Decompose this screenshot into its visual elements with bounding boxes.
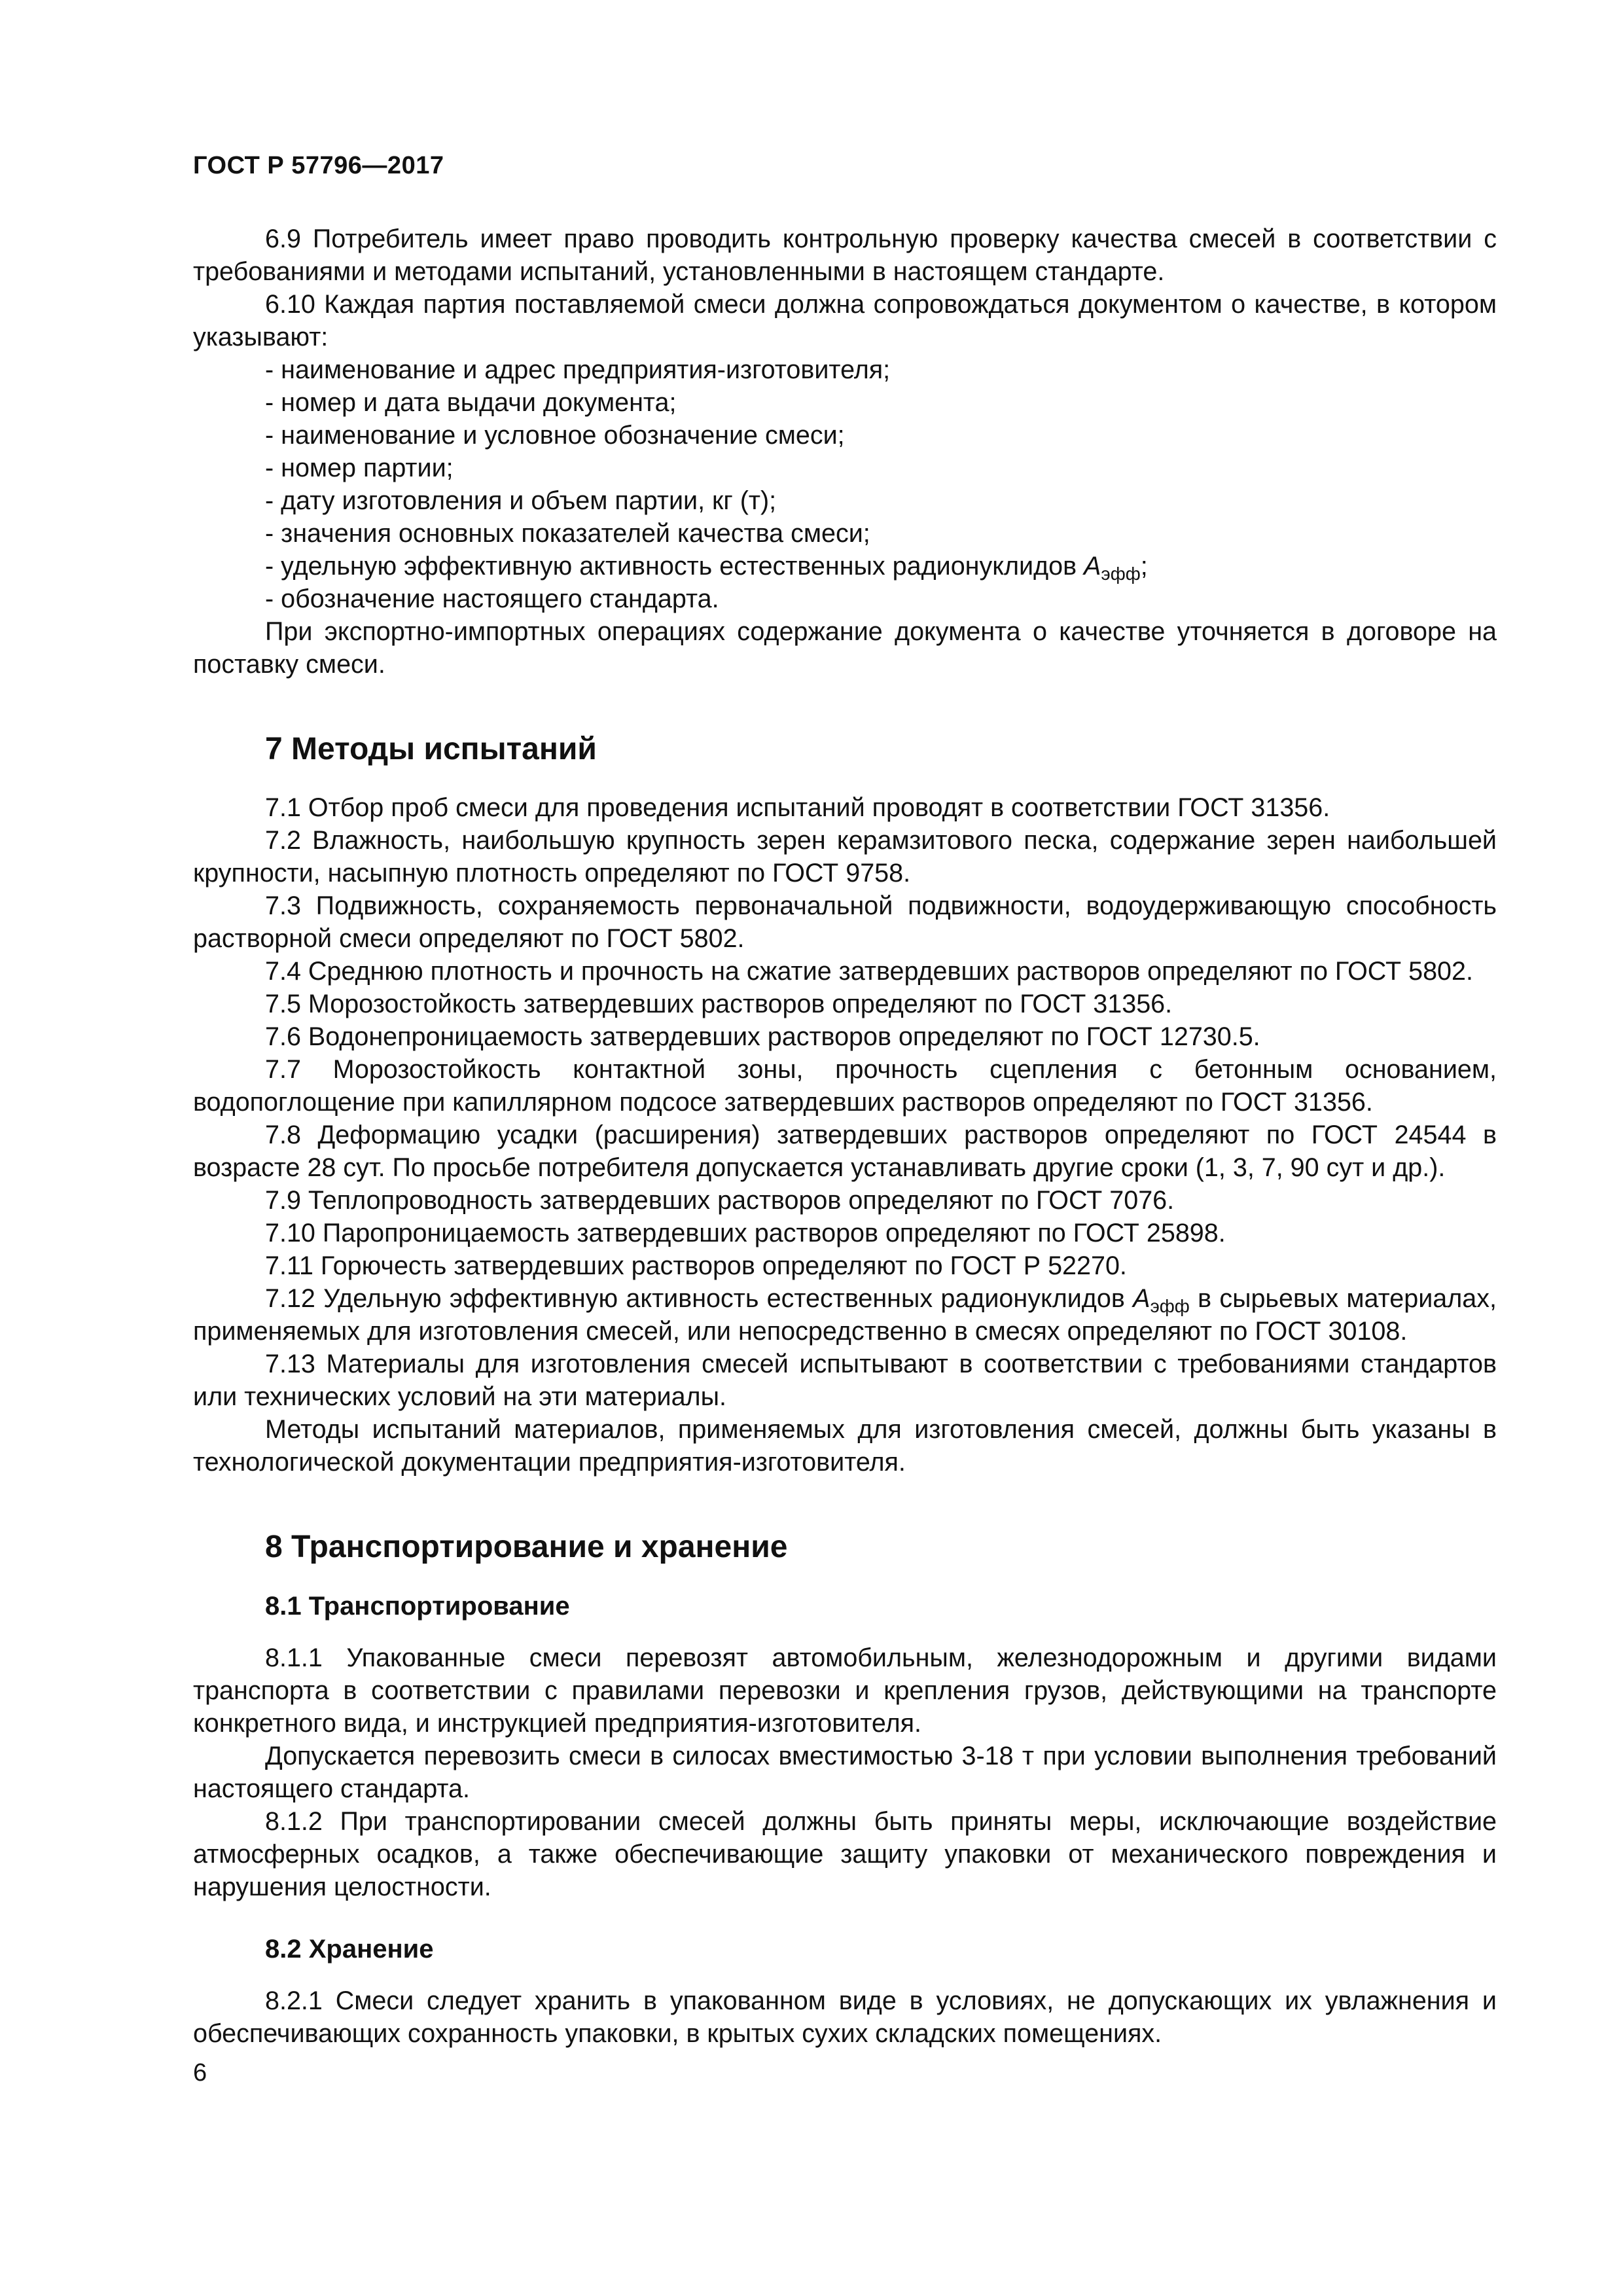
activity-symbol: A bbox=[1084, 552, 1101, 581]
paragraph-7-7: 7.7 Морозостойкость контактной зоны, прочность сцепления с бетонным основанием, водопоглощение при капиллярном подсосе затвердевших растворов определяют по ГОСТ 31356. bbox=[193, 1055, 1497, 1117]
paragraph-7-4: 7.4 Среднюю плотность и прочность на сжатие затвердевших растворов определяют по ГОСТ 5802. bbox=[265, 957, 1473, 986]
list-item-activity bbox=[193, 550, 1497, 583]
paragraph-7-2: 7.2 Влажность, наибольшую крупность зерен керамзитового песка, содержание зерен наибольшей крупности, насыпную плотность определяют по ГОСТ 9758. bbox=[193, 826, 1497, 888]
subsection-8-1-heading: 8.1 Транспортирование bbox=[265, 1592, 570, 1621]
list-item: - обозначение настоящего стандарта. bbox=[265, 584, 719, 613]
paragraph-7-6: 7.6 Водонепроницаемость затвердевших растворов определяют по ГОСТ 12730.5. bbox=[265, 1022, 1260, 1051]
paragraph-7-12 bbox=[193, 1282, 1497, 1348]
paragraph-8-1-1: 8.1.1 Упакованные смеси перевозят автомобильным, железнодорожным и другими видами транспорта в соответствии с правилами перевозки и крепления грузов, действующими на транспорте конкретного вида, и инструкцией предприятия-изготовителя. bbox=[193, 1643, 1497, 1738]
list-item-text: - удельную эффективную активность естественных радионуклидов bbox=[265, 552, 1084, 581]
document-code-header: ГОСТ Р 57796—2017 bbox=[193, 152, 444, 179]
list-item: - наименование и адрес предприятия-изготовителя; bbox=[265, 355, 891, 384]
list-item: - номер партии; bbox=[265, 454, 454, 482]
document-body bbox=[193, 223, 1497, 2050]
list-item: - номер и дата выдачи документа; bbox=[265, 388, 677, 417]
paragraph-test-methods: Методы испытаний материалов, применяемых для изготовления смесей, должны быть указаны в технологической документации предприятия-изготовителя. bbox=[193, 1415, 1497, 1477]
paragraph-7-11: 7.11 Горючесть затвердевших растворов определяют по ГОСТ Р 52270. bbox=[265, 1251, 1127, 1280]
page-number: 6 bbox=[193, 2059, 207, 2087]
paragraph-7-1: 7.1 Отбор проб смеси для проведения испытаний проводят в соответствии ГОСТ 31356. bbox=[265, 793, 1330, 822]
list-item-tail: ; bbox=[1140, 552, 1148, 581]
activity-subscript: эфф bbox=[1101, 564, 1141, 584]
list-item: - значения основных показателей качества смеси; bbox=[265, 519, 870, 548]
section-8-heading: 8 Транспортирование и хранение bbox=[265, 1530, 788, 1564]
paragraph-7-13: 7.13 Материалы для изготовления смесей испытывают в соответствии с требованиями стандартов или технических условий на эти материалы. bbox=[193, 1350, 1497, 1411]
list-item: - дату изготовления и объем партии, кг (т); bbox=[265, 486, 777, 515]
activity-symbol: A bbox=[1133, 1284, 1150, 1313]
paragraph-7-5: 7.5 Морозостойкость затвердевших растворов определяют по ГОСТ 31356. bbox=[265, 990, 1173, 1018]
paragraph-7-10: 7.10 Паропроницаемость затвердевших растворов определяют по ГОСТ 25898. bbox=[265, 1219, 1226, 1247]
quality-document-list bbox=[193, 353, 1497, 615]
paragraph-7-12-lead: 7.12 Удельную эффективную активность естественных радионуклидов bbox=[265, 1284, 1133, 1313]
paragraph-6-9: 6.9 Потребитель имеет право проводить контрольную проверку качества смесей в соответствии с требованиями и методами испытаний, установленными в настоящем стандарте. bbox=[193, 224, 1497, 286]
section-7-heading: 7 Методы испытаний bbox=[265, 732, 597, 766]
paragraph-7-12-rest: в сырьевых материалах, применяемых для изготовления смесей, или непосредственно в смесях определяют по ГОСТ 30108. bbox=[193, 1284, 1497, 1346]
paragraph-6-10: 6.10 Каждая партия поставляемой смеси должна сопровождаться документом о качестве, в котором указывают: bbox=[193, 290, 1497, 351]
list-item: - наименование и условное обозначение смеси; bbox=[265, 421, 845, 450]
paragraph-export: При экспортно-импортных операциях содержание документа о качестве уточняется в договоре на поставку смеси. bbox=[193, 617, 1497, 679]
activity-subscript: эфф bbox=[1150, 1296, 1190, 1316]
paragraph-7-3: 7.3 Подвижность, сохраняемость первоначальной подвижности, водоудерживающую способность растворной смеси определяют по ГОСТ 5802. bbox=[193, 891, 1497, 953]
subsection-8-2-heading: 8.2 Хранение bbox=[265, 1935, 434, 1964]
paragraph-7-9: 7.9 Теплопроводность затвердевших растворов определяют по ГОСТ 7076. bbox=[265, 1186, 1175, 1215]
paragraph-silo: Допускается перевозить смеси в силосах вместимостью 3-18 т при условии выполнения требований настоящего стандарта. bbox=[193, 1742, 1497, 1803]
paragraph-8-1-2: 8.1.2 При транспортировании смесей должны быть приняты меры, исключающие воздействие атмосферных осадков, а также обеспечивающие защиту упаковки от механического повреждения и нарушения целостности. bbox=[193, 1807, 1497, 1901]
paragraph-8-2-1: 8.2.1 Смеси следует хранить в упакованном виде в условиях, не допускающих их увлажнения и обеспечивающих сохранность упаковки, в крытых сухих складских помещениях. bbox=[193, 1986, 1497, 2048]
paragraph-7-8: 7.8 Деформацию усадки (расширения) затвердевших растворов определяют по ГОСТ 24544 в возрасте 28 сут. По просьбе потребителя допускается устанавливать другие сроки (1, 3, 7, 90 сут и др.). bbox=[193, 1121, 1497, 1182]
